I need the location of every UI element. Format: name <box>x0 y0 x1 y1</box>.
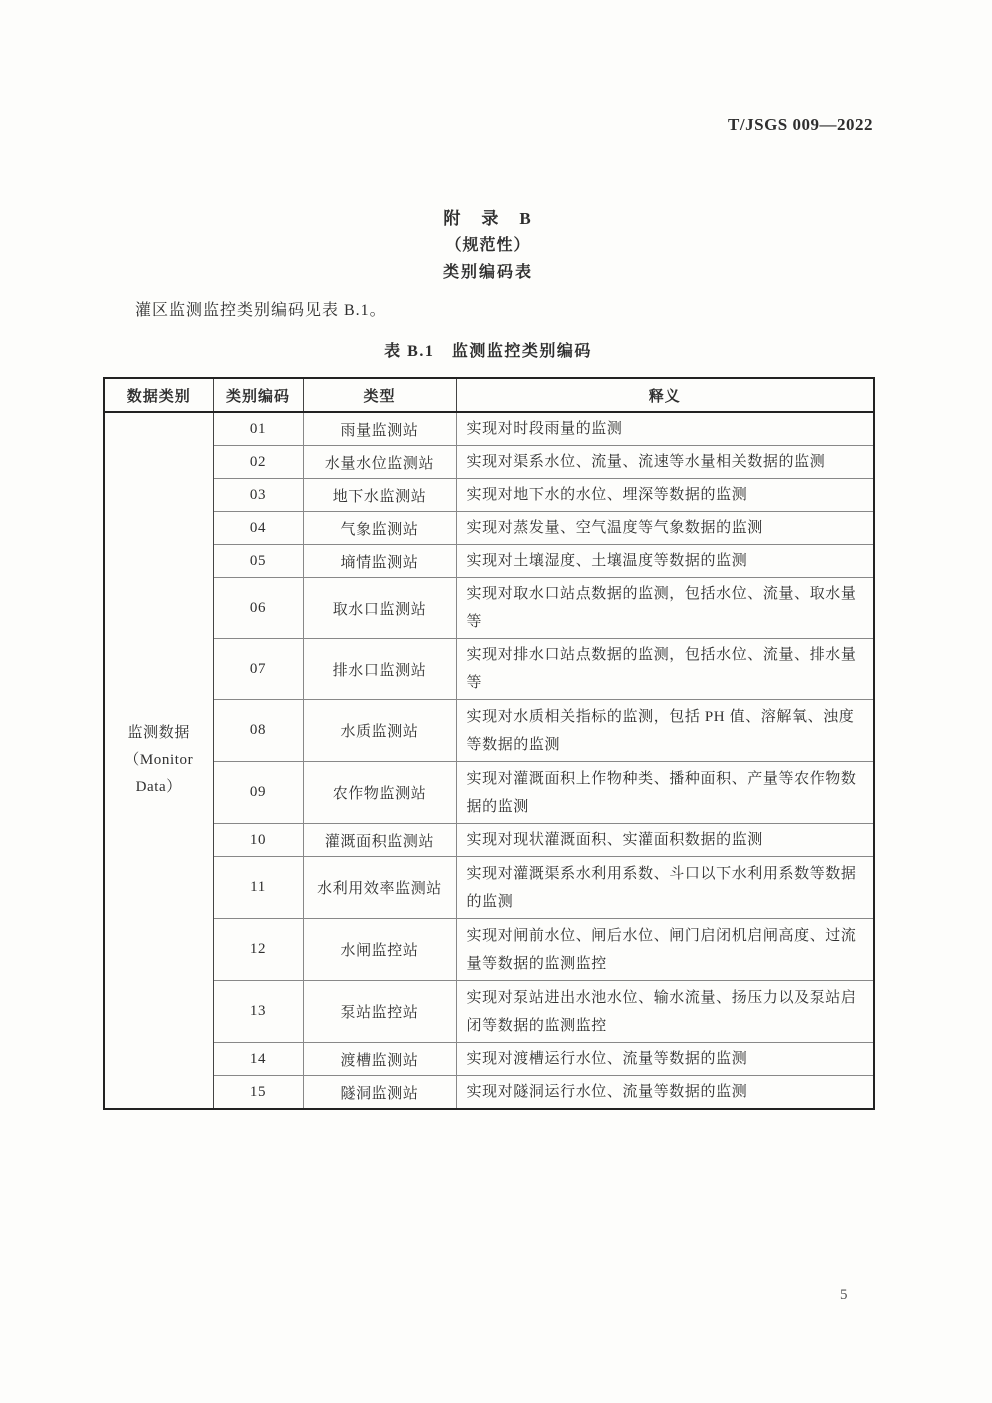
appendix-title: 附 录 B <box>443 209 533 228</box>
table-row <box>104 700 874 762</box>
meaning-cell: 实现对地下水的水位、埋深等数据的监测 <box>456 479 874 512</box>
type-cell: 水量水位监测站 <box>303 446 456 479</box>
table-row <box>104 1043 874 1076</box>
type-cell: 地下水监测站 <box>303 479 456 512</box>
meaning-cell: 实现对排水口站点数据的监测，包括水位、流量、排水量等 <box>456 639 874 700</box>
table-row <box>104 824 874 857</box>
meaning-cell: 实现对土壤湿度、土壤温度等数据的监测 <box>456 545 874 578</box>
appendix-name: 类别编码表 <box>442 264 533 281</box>
type-cell: 灌溉面积监测站 <box>303 824 456 857</box>
type-cell: 墒情监测站 <box>303 545 456 578</box>
table-row <box>104 919 874 981</box>
type-cell: 泵站监控站 <box>303 981 456 1043</box>
table-row <box>104 412 874 446</box>
table-row <box>104 479 874 512</box>
table-row <box>104 446 874 479</box>
table-body <box>104 412 874 1109</box>
type-cell: 隧洞监测站 <box>303 1076 456 1110</box>
table-row <box>104 639 874 700</box>
type-cell: 水闸监控站 <box>303 919 456 981</box>
column-header-2: 类型 <box>303 378 456 412</box>
code-cell: 03 <box>213 479 303 512</box>
table-caption: 表 B.1 监测监控类别编码 <box>384 343 592 360</box>
table-header-row <box>104 378 874 412</box>
code-cell: 04 <box>213 512 303 545</box>
category-cell <box>104 412 213 1109</box>
meaning-cell: 实现对水质相关指标的监测，包括 PH 值、溶解氧、浊度等数据的监测 <box>456 700 874 762</box>
code-cell: 12 <box>213 919 303 981</box>
code-cell: 06 <box>213 578 303 639</box>
code-cell: 09 <box>213 762 303 824</box>
code-cell: 13 <box>213 981 303 1043</box>
table-row <box>104 857 874 919</box>
meaning-cell: 实现对蒸发量、空气温度等气象数据的监测 <box>456 512 874 545</box>
type-cell: 农作物监测站 <box>303 762 456 824</box>
category-name-en: （Monitor Data） <box>124 752 194 795</box>
meaning-cell: 实现对渠系水位、流量、流速等水量相关数据的监测 <box>456 446 874 479</box>
meaning-cell: 实现对灌溉渠系水利用系数、斗口以下水利用系数等数据的监测 <box>456 857 874 919</box>
table-row <box>104 578 874 639</box>
table-row <box>104 512 874 545</box>
meaning-cell: 实现对隧洞运行水位、流量等数据的监测 <box>456 1076 874 1110</box>
code-cell: 08 <box>213 700 303 762</box>
column-header-1: 类别编码 <box>213 378 303 412</box>
type-cell: 取水口监测站 <box>303 578 456 639</box>
code-cell: 10 <box>213 824 303 857</box>
column-header-3: 释义 <box>456 378 874 412</box>
code-cell: 07 <box>213 639 303 700</box>
type-cell: 气象监测站 <box>303 512 456 545</box>
meaning-cell: 实现对取水口站点数据的监测，包括水位、流量、取水量等 <box>456 578 874 639</box>
code-cell: 14 <box>213 1043 303 1076</box>
code-cell: 05 <box>213 545 303 578</box>
meaning-cell: 实现对闸前水位、闸后水位、闸门启闭机启闸高度、过流量等数据的监测监控 <box>456 919 874 981</box>
type-cell: 排水口监测站 <box>303 639 456 700</box>
doc-number: T/JSGS 009—2022 <box>728 115 873 134</box>
meaning-cell: 实现对泵站进出水池水位、输水流量、扬压力以及泵站启闭等数据的监测监控 <box>456 981 874 1043</box>
meaning-cell: 实现对现状灌溉面积、实灌面积数据的监测 <box>456 824 874 857</box>
type-cell: 水利用效率监测站 <box>303 857 456 919</box>
meaning-cell: 实现对灌溉面积上作物种类、播种面积、产量等农作物数据的监测 <box>456 762 874 824</box>
appendix-subtitle: （规范性） <box>445 237 531 254</box>
intro-paragraph: 灌区监测监控类别编码见表 B.1。 <box>135 302 387 319</box>
category-name: 监测数据 <box>127 725 190 741</box>
table-row <box>104 762 874 824</box>
table-row <box>104 981 874 1043</box>
type-cell: 水质监测站 <box>303 700 456 762</box>
meaning-cell: 实现对渡槽运行水位、流量等数据的监测 <box>456 1043 874 1076</box>
type-cell: 渡槽监测站 <box>303 1043 456 1076</box>
type-cell: 雨量监测站 <box>303 412 456 446</box>
code-cell: 01 <box>213 412 303 446</box>
code-cell: 11 <box>213 857 303 919</box>
column-header-0: 数据类别 <box>104 378 213 412</box>
code-cell: 02 <box>213 446 303 479</box>
meaning-cell: 实现对时段雨量的监测 <box>456 412 874 446</box>
code-cell: 15 <box>213 1076 303 1110</box>
table-row <box>104 1076 874 1110</box>
table-row <box>104 545 874 578</box>
category-code-table <box>103 377 875 1110</box>
page-number: 5 <box>840 1287 848 1303</box>
